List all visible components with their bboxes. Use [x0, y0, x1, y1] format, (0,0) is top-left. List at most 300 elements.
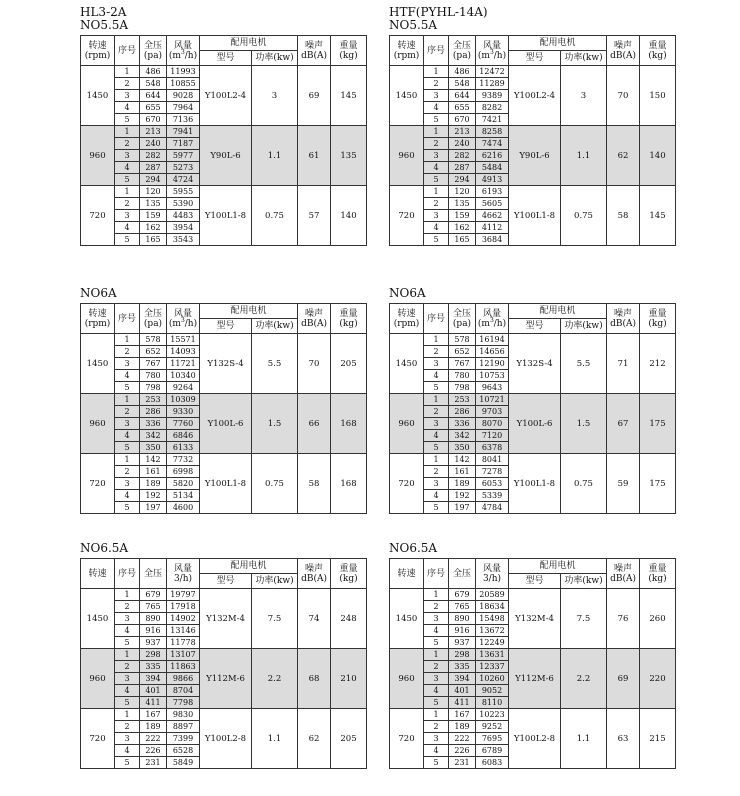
table-row: [81, 186, 367, 198]
flow-unit: $(m^3/h)$: [168, 48, 198, 61]
motor-power-cell: 3: [561, 66, 607, 126]
table-row: [81, 66, 367, 78]
table-row: [81, 454, 367, 466]
no-cell: 1: [115, 454, 140, 466]
motor-model-cell: Y132S-4: [509, 334, 561, 394]
flow-cell: 5273: [167, 162, 200, 174]
pressure-cell: 916: [449, 625, 476, 637]
no-cell: 2: [424, 661, 449, 673]
motor-power-cell: 5.5: [252, 334, 298, 394]
flow-cell: 4913: [476, 174, 509, 186]
pressure-cell: 644: [140, 90, 167, 102]
flow-cell: 4662: [476, 210, 509, 222]
noise-cell: 67: [607, 394, 640, 454]
no-cell: 1: [115, 186, 140, 198]
no-cell: 3: [424, 150, 449, 162]
col-header-flow: 风量 $(m^3/h)$: [167, 304, 200, 334]
speed-group: [390, 334, 676, 394]
flow-cell: 11778: [167, 637, 200, 649]
col-header-no: 序号: [115, 304, 140, 334]
motor-power-cell: 7.5: [252, 589, 298, 649]
no-cell: 2: [424, 721, 449, 733]
flow-cell: 7421: [476, 114, 509, 126]
pressure-cell: 120: [140, 186, 167, 198]
speed-cell: 720: [81, 454, 115, 514]
pressure-cell: 197: [449, 502, 476, 514]
table-row: [390, 186, 676, 198]
no-cell: 4: [424, 102, 449, 114]
pressure-cell: 342: [140, 430, 167, 442]
pressure-cell: 253: [140, 394, 167, 406]
no-cell: 1: [424, 126, 449, 138]
no-cell: 5: [424, 637, 449, 649]
col-header-weight: 重量 (kg): [640, 304, 676, 334]
pressure-cell: 394: [449, 673, 476, 685]
pressure-cell: 401: [140, 685, 167, 697]
flow-cell: 9252: [476, 721, 509, 733]
noise-cell: 62: [298, 709, 331, 769]
pressure-cell: 286: [449, 406, 476, 418]
pressure-cell: 120: [449, 186, 476, 198]
flow-cell: 4784: [476, 502, 509, 514]
flow-cell: 13672: [476, 625, 509, 637]
col-header-motor: 配用电机: [509, 559, 607, 574]
col-header-power: 功率(kw): [252, 574, 298, 589]
weight-cell: 140: [331, 186, 367, 246]
no-cell: 4: [115, 222, 140, 234]
fan-spec-table: [389, 303, 676, 514]
no-cell: 4: [115, 370, 140, 382]
flow-cell: 6133: [167, 442, 200, 454]
motor-power-cell: 0.75: [252, 186, 298, 246]
pressure-cell: 287: [140, 162, 167, 174]
speed-group: [81, 66, 367, 126]
no-cell: 3: [424, 358, 449, 370]
block-title: NO6A: [389, 286, 426, 300]
motor-power-cell: 0.75: [252, 454, 298, 514]
pressure-cell: 578: [140, 334, 167, 346]
col-header-speed: 转速 (rpm): [81, 36, 115, 66]
speed-group: [81, 454, 367, 514]
fan-spec-table: [389, 558, 676, 769]
speed-group: [390, 186, 676, 246]
pressure-cell: 679: [140, 589, 167, 601]
flow-cell: 13631: [476, 649, 509, 661]
weight-cell: 260: [640, 589, 676, 649]
pressure-cell: 780: [140, 370, 167, 382]
no-cell: 5: [115, 174, 140, 186]
spec-block-hl3-2a-no5.5a: [80, 6, 366, 246]
noise-cell: 58: [607, 186, 640, 246]
pressure-cell: 548: [140, 78, 167, 90]
pressure-cell: 240: [140, 138, 167, 150]
pressure-cell: 161: [449, 466, 476, 478]
spec-block-no6.5a-right: [389, 542, 675, 769]
table-row: [390, 589, 676, 601]
pressure-cell: 890: [140, 613, 167, 625]
noise-cell: 63: [607, 709, 640, 769]
pressure-cell: 401: [449, 685, 476, 697]
flow-cell: 5955: [167, 186, 200, 198]
speed-cell: 720: [390, 709, 424, 769]
speed-group: [390, 589, 676, 649]
col-header-pressure: 全压 (pa): [449, 36, 476, 66]
col-header-flow: 风量 3/h): [476, 559, 509, 589]
table-row: [81, 394, 367, 406]
flow-cell: 6053: [476, 478, 509, 490]
col-header-no: 序号: [115, 559, 140, 589]
flow-cell: 12472: [476, 66, 509, 78]
flow-cell: 7136: [167, 114, 200, 126]
flow-cell: 7941: [167, 126, 200, 138]
col-header-model: 型号: [509, 51, 561, 66]
speed-group: [390, 126, 676, 186]
col-header-speed: 转速 (rpm): [390, 304, 424, 334]
speed-group: [81, 334, 367, 394]
no-cell: 4: [424, 625, 449, 637]
speed-cell: 1450: [390, 334, 424, 394]
flow-cell: 13146: [167, 625, 200, 637]
col-header-power: 功率(kw): [561, 574, 607, 589]
no-cell: 1: [115, 589, 140, 601]
flow-cell: 7695: [476, 733, 509, 745]
no-cell: 3: [115, 478, 140, 490]
speed-group: [390, 709, 676, 769]
no-cell: 3: [115, 673, 140, 685]
pressure-cell: 197: [140, 502, 167, 514]
motor-model-cell: Y90L-6: [200, 126, 252, 186]
flow-cell: 8897: [167, 721, 200, 733]
motor-power-cell: 1.5: [252, 394, 298, 454]
flow-cell: 7399: [167, 733, 200, 745]
speed-cell: 960: [390, 394, 424, 454]
no-cell: 1: [115, 709, 140, 721]
motor-power-cell: 1.5: [561, 394, 607, 454]
pressure-cell: 780: [449, 370, 476, 382]
flow-cell: 11863: [167, 661, 200, 673]
noise-cell: 62: [607, 126, 640, 186]
weight-cell: 205: [331, 709, 367, 769]
flow-cell: 20589: [476, 589, 509, 601]
no-cell: 2: [115, 661, 140, 673]
pressure-cell: 286: [140, 406, 167, 418]
flow-cell: 5390: [167, 198, 200, 210]
speed-cell: 1450: [81, 334, 115, 394]
pressure-cell: 486: [449, 66, 476, 78]
weight-cell: 248: [331, 589, 367, 649]
pressure-cell: 411: [140, 697, 167, 709]
noise-cell: 58: [298, 454, 331, 514]
pressure-cell: 765: [449, 601, 476, 613]
no-cell: 1: [424, 334, 449, 346]
no-cell: 1: [115, 66, 140, 78]
pressure-cell: 231: [140, 757, 167, 769]
flow-cell: 8070: [476, 418, 509, 430]
col-header-speed: 转速: [390, 559, 424, 589]
col-header-no: 序号: [424, 304, 449, 334]
speed-cell: 720: [81, 186, 115, 246]
col-header-pressure: 全压 (pa): [449, 304, 476, 334]
no-cell: 3: [115, 613, 140, 625]
speed-cell: 960: [390, 649, 424, 709]
col-header-motor: 配用电机: [200, 304, 298, 319]
pressure-cell: 644: [449, 90, 476, 102]
col-header-noise: 噪声 dB(A): [607, 304, 640, 334]
speed-group: [81, 126, 367, 186]
pressure-cell: 298: [449, 649, 476, 661]
col-header-motor: 配用电机: [200, 36, 298, 51]
table-row: [81, 649, 367, 661]
flow-cell: 4112: [476, 222, 509, 234]
flow-cell: 7760: [167, 418, 200, 430]
no-cell: 1: [115, 649, 140, 661]
no-cell: 3: [424, 90, 449, 102]
pressure-cell: 165: [449, 234, 476, 246]
pressure-cell: 655: [449, 102, 476, 114]
no-cell: 1: [424, 454, 449, 466]
no-cell: 3: [424, 673, 449, 685]
no-cell: 3: [115, 150, 140, 162]
col-header-pressure: 全压 (pa): [140, 304, 167, 334]
pressure-cell: 282: [140, 150, 167, 162]
flow-cell: 4724: [167, 174, 200, 186]
spec-block-no6.5a-left: [80, 542, 366, 769]
pressure-cell: 486: [140, 66, 167, 78]
pressure-cell: 294: [449, 174, 476, 186]
flow-cell: 9052: [476, 685, 509, 697]
no-cell: 3: [424, 210, 449, 222]
flow-cell: 10309: [167, 394, 200, 406]
flow-cell: 10223: [476, 709, 509, 721]
flow-cell: 7120: [476, 430, 509, 442]
flow-cell: 10260: [476, 673, 509, 685]
col-header-weight: 重量 (kg): [331, 36, 367, 66]
flow-cell: 14656: [476, 346, 509, 358]
no-cell: 2: [115, 78, 140, 90]
no-cell: 4: [424, 162, 449, 174]
no-cell: 2: [115, 466, 140, 478]
no-cell: 1: [115, 334, 140, 346]
col-header-pressure: 全压 (pa): [140, 36, 167, 66]
pressure-cell: 222: [449, 733, 476, 745]
no-cell: 2: [115, 198, 140, 210]
flow-cell: 4483: [167, 210, 200, 222]
flow-cell: 6528: [167, 745, 200, 757]
fan-spec-table: [80, 303, 367, 514]
flow-cell: 9330: [167, 406, 200, 418]
no-cell: 2: [424, 601, 449, 613]
pressure-cell: 167: [140, 709, 167, 721]
pressure-cell: 222: [140, 733, 167, 745]
speed-group: [390, 454, 676, 514]
col-header-no: 序号: [424, 36, 449, 66]
speed-cell: 1450: [390, 66, 424, 126]
col-header-pressure: 全压: [449, 559, 476, 589]
pressure-cell: 890: [449, 613, 476, 625]
no-cell: 5: [424, 442, 449, 454]
no-cell: 4: [424, 685, 449, 697]
flow-cell: 9028: [167, 90, 200, 102]
flow-cell: 12337: [476, 661, 509, 673]
speed-group: [81, 186, 367, 246]
weight-cell: 175: [640, 394, 676, 454]
flow-cell: 12249: [476, 637, 509, 649]
col-header-weight: 重量 (kg): [640, 559, 676, 589]
pressure-cell: 798: [449, 382, 476, 394]
flow-cell: 3543: [167, 234, 200, 246]
motor-power-cell: 1.1: [561, 126, 607, 186]
no-cell: 2: [424, 346, 449, 358]
motor-model-cell: Y132M-4: [509, 589, 561, 649]
fan-spec-table: [389, 35, 676, 246]
motor-model-cell: Y112M-6: [200, 649, 252, 709]
flow-cell: 6846: [167, 430, 200, 442]
flow-cell: 9866: [167, 673, 200, 685]
flow-cell: 15571: [167, 334, 200, 346]
pressure-cell: 916: [140, 625, 167, 637]
pressure-cell: 226: [140, 745, 167, 757]
no-cell: 4: [115, 430, 140, 442]
pressure-cell: 411: [449, 697, 476, 709]
no-cell: 4: [424, 222, 449, 234]
pressure-cell: 159: [449, 210, 476, 222]
flow-cell: 5820: [167, 478, 200, 490]
speed-group: [81, 394, 367, 454]
flow-cell: 10340: [167, 370, 200, 382]
motor-power-cell: 0.75: [561, 454, 607, 514]
flow-cell: 11993: [167, 66, 200, 78]
no-cell: 4: [424, 370, 449, 382]
flow-unit: $(m^3/h)$: [477, 316, 507, 329]
no-cell: 1: [424, 649, 449, 661]
pressure-cell: 142: [449, 454, 476, 466]
table-row: [390, 126, 676, 138]
pressure-cell: 135: [140, 198, 167, 210]
flow-cell: 11721: [167, 358, 200, 370]
col-header-power: 功率(kw): [252, 319, 298, 334]
pressure-cell: 189: [449, 478, 476, 490]
flow-cell: 14902: [167, 613, 200, 625]
motor-model-cell: Y100L1-8: [200, 186, 252, 246]
no-cell: 2: [424, 198, 449, 210]
no-cell: 2: [424, 406, 449, 418]
spec-block-htf-no5.5a: [389, 6, 675, 246]
noise-cell: 70: [298, 334, 331, 394]
pressure-cell: 162: [140, 222, 167, 234]
flow-cell: 7798: [167, 697, 200, 709]
no-cell: 3: [424, 478, 449, 490]
block-subtitle: NO5.5A: [389, 18, 438, 32]
no-cell: 4: [115, 162, 140, 174]
motor-model-cell: Y100L2-8: [509, 709, 561, 769]
noise-cell: 68: [298, 649, 331, 709]
no-cell: 2: [115, 721, 140, 733]
flow-cell: 6193: [476, 186, 509, 198]
flow-cell: 5605: [476, 198, 509, 210]
speed-cell: 960: [81, 394, 115, 454]
block-title: HL3-2A: [80, 5, 127, 19]
flow-unit: $(m^3/h)$: [477, 48, 507, 61]
flow-cell: 5339: [476, 490, 509, 502]
pressure-cell: 342: [449, 430, 476, 442]
weight-cell: 205: [331, 334, 367, 394]
motor-model-cell: Y100L2-4: [200, 66, 252, 126]
weight-cell: 145: [331, 66, 367, 126]
motor-power-cell: 2.2: [252, 649, 298, 709]
no-cell: 1: [424, 66, 449, 78]
pressure-cell: 670: [449, 114, 476, 126]
speed-group: [81, 649, 367, 709]
flow-cell: 19797: [167, 589, 200, 601]
pressure-cell: 655: [140, 102, 167, 114]
block-title: NO6A: [80, 286, 117, 300]
no-cell: 4: [424, 430, 449, 442]
speed-cell: 1450: [81, 66, 115, 126]
table-row: [81, 334, 367, 346]
flow-cell: 3954: [167, 222, 200, 234]
motor-power-cell: 5.5: [561, 334, 607, 394]
no-cell: 2: [424, 466, 449, 478]
pressure-cell: 189: [449, 721, 476, 733]
spec-block-no6a-right: [389, 287, 675, 514]
col-header-motor: 配用电机: [200, 559, 298, 574]
no-cell: 3: [115, 90, 140, 102]
no-cell: 5: [115, 114, 140, 126]
no-cell: 3: [115, 210, 140, 222]
no-cell: 5: [115, 757, 140, 769]
flow-unit: $(m^3/h)$: [168, 316, 198, 329]
table-row: [390, 66, 676, 78]
motor-power-cell: 2.2: [561, 649, 607, 709]
table-row: [390, 649, 676, 661]
flow-cell: 9643: [476, 382, 509, 394]
pressure-cell: 192: [449, 490, 476, 502]
fan-spec-table: [80, 35, 367, 246]
no-cell: 5: [424, 502, 449, 514]
noise-cell: 69: [607, 649, 640, 709]
flow-cell: 9264: [167, 382, 200, 394]
speed-cell: 720: [390, 186, 424, 246]
no-cell: 5: [424, 174, 449, 186]
weight-cell: 145: [640, 186, 676, 246]
no-cell: 4: [424, 745, 449, 757]
flow-cell: 6083: [476, 757, 509, 769]
noise-cell: 70: [607, 66, 640, 126]
flow-cell: 8282: [476, 102, 509, 114]
flow-cell: 5134: [167, 490, 200, 502]
no-cell: 3: [424, 418, 449, 430]
col-header-speed: 转速 (rpm): [81, 304, 115, 334]
speed-group: [81, 709, 367, 769]
pressure-cell: 937: [140, 637, 167, 649]
block-title: NO6.5A: [80, 541, 129, 555]
col-header-speed: 转速 (rpm): [390, 36, 424, 66]
flow-cell: 7732: [167, 454, 200, 466]
flow-cell: 6378: [476, 442, 509, 454]
no-cell: 1: [424, 186, 449, 198]
pressure-cell: 253: [449, 394, 476, 406]
no-cell: 4: [115, 685, 140, 697]
pressure-cell: 937: [449, 637, 476, 649]
pressure-cell: 192: [140, 490, 167, 502]
col-header-model: 型号: [509, 319, 561, 334]
col-header-power: 功率(kw): [561, 51, 607, 66]
no-cell: 5: [424, 234, 449, 246]
speed-cell: 720: [81, 709, 115, 769]
no-cell: 5: [424, 697, 449, 709]
pressure-cell: 548: [449, 78, 476, 90]
noise-cell: 76: [607, 589, 640, 649]
